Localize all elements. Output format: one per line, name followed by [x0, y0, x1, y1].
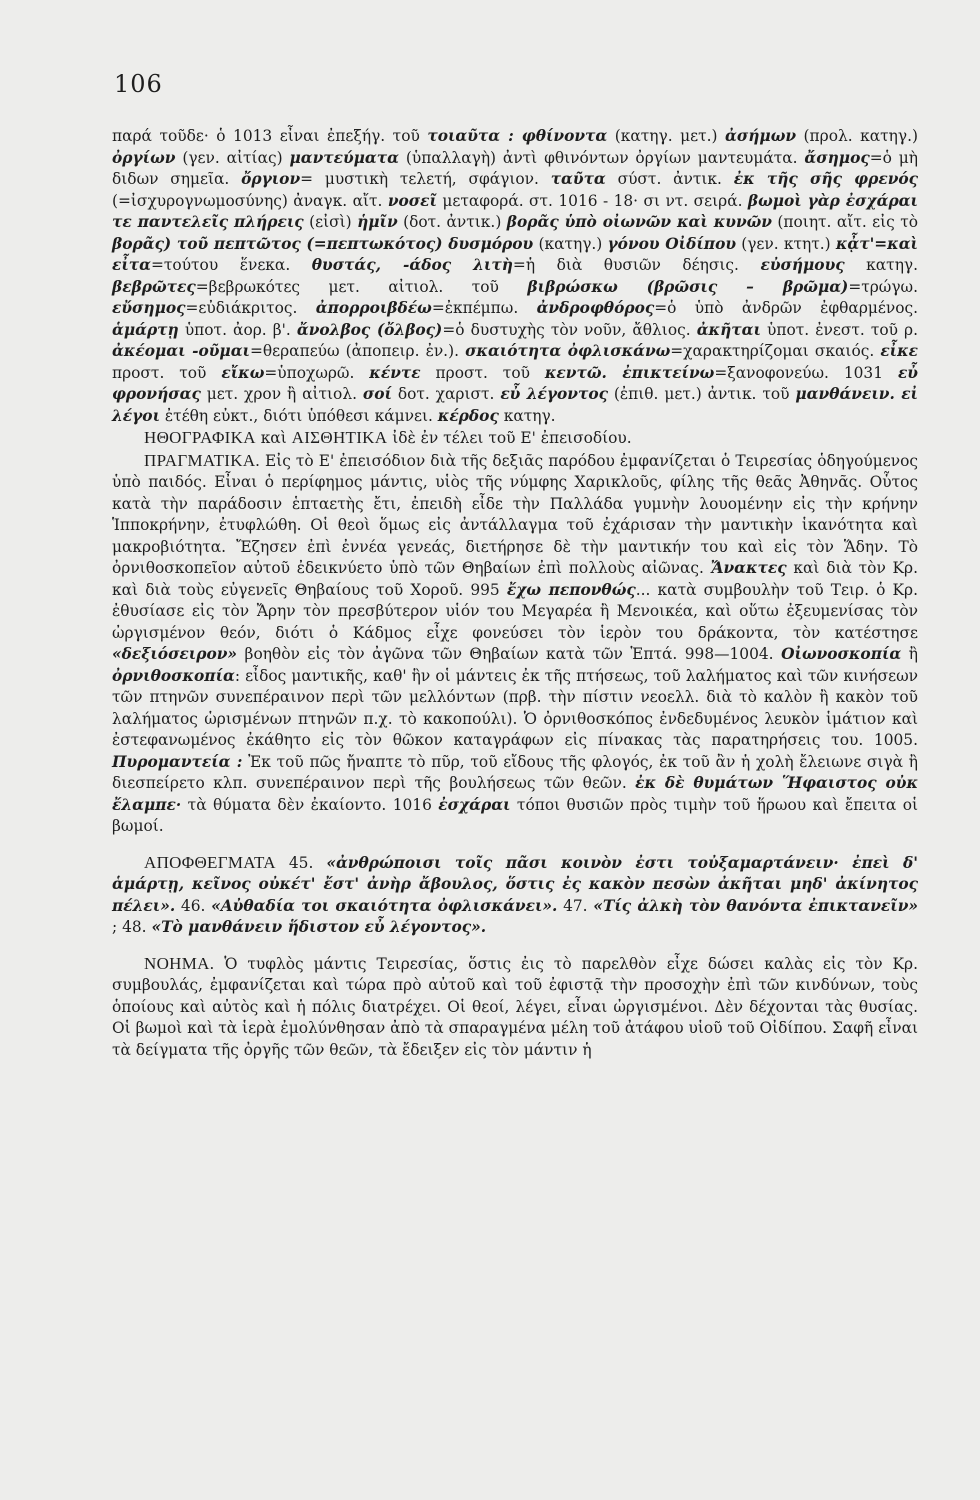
apophthegmata-paragraph: ΑΠΟΦΘΕΓΜΑΤΑ 45. «ἀνθρώποισι τοῖς πᾶσι κοινὸν ἐστι τοὐξαμαρτάνειν· ἐπεὶ δ' ἁμάρτῃ, κεῖνος οὐκέτ' ἔστ' ἀνὴρ ἄβουλος, ὅστις ἐς κακὸν πεσὼν ἀκῆται μηδ' ἀκίνητος πέλει». 46. «Αὐθαδία τοι σκαιότητα ὀφλισκάνει». 47. «Τίς ἀλκὴ τὸν θανόντα ἐπικτανεῖν» ; 48. «Τὸ μανθάνειν ἥδιστον εὖ λέγοντος». [112, 852, 919, 936]
page-number: 106 [114, 70, 163, 98]
ethography-paragraph: ΗΘΟΓΡΑΦΙΚΑ καὶ ΑΙΣΘΗΤΙΚΑ ἰδὲ ἐν τέλει τοῦ Ε' ἐπεισοδίου. [144, 428, 632, 447]
page-body [112, 126, 918, 1061]
noima-paragraph: ΝΟΗΜΑ. Ὁ τυφλὸς μάντις Τειρεσίας, ὅστις ἐις τὸ παρελθὸν εἶχε δώσει καλὰς εἰς τὸν Κρ. συμβουλάς, ἐμφανίζεται καὶ τώρα πρὸ αὐτοῦ καὶ τοῦ ἐφιστᾷ τὴν προσοχὴν ἐπὶ τῶν κινδύνων, τοὺς ὁποίους καὶ αὐτὸς καὶ ἡ πόλις διατρέχει. Οἱ θεοί, λέγει, εἶναι ὠργισμένοι. Δὲν δέχονται τὰς θυσίας. Οἱ βωμοὶ καὶ τὰ ἱερὰ ἐμολύνθησαν ἀπὸ τὰ σπαραγμένα μέλη τοῦ ἀτάφου υἱοῦ τοῦ Οἰδίπου. Σαφῆ εἶναι τὰ δείγματα τῆς ὀργῆς τῶν θεῶν, τὰ ἔδειξεν εἰς τὸν μάντιν ἡ [112, 953, 918, 1059]
pragmatika-paragraph: ΠΡΑΓΜΑΤΙΚΑ. Εἰς τὸ Ε' ἐπεισόδιον διὰ τῆς δεξιᾶς παρόδου ἐμφανίζεται ὁ Τειρεσίας ὁδηγούμενος ὑπὸ παιδός. Εἶναι ὁ περίφημος μάντις, υἱὸς τῆς νύμφης Χαρικλοῦς, φίλης τῆς θεᾶς Ἀθηνᾶς. Οὗτος κατὰ τὴν παράδοσιν ἑπταετὴς ἔτι, ἐπειδὴ εἶδε τὴν Παλλάδα γυμνὴν λουομένην εἰς τὴν κρήνην Ἱπποκρήνην, ἐτυφλώθη. Οἱ θεοὶ ὅμως εἰς ἀντάλλαγμα τοῦ ἐχάρισαν τὴν μαντικὴν ἱκανότητα καὶ μακροβιότητα. Ἔζησεν ἐπὶ ἐννέα γενεάς, διετήρησε δὲ τὴν μαντικήν του καὶ εἰς τὸν Ἅδην. Τὸ ὀρνιθοσκοπεῖον αὐτοῦ ἐδεικνύετο ὑπὸ τῶν Θηβαίων ἐπὶ πολλοὺς αἰῶνας. Ἄνακτες καὶ διὰ τὸν Κρ. καὶ διὰ τοὺς εὐγενεῖς Θηβαίους τοῦ Χοροῦ. 995 ἔχω πεπονθώς... κατὰ συμβουλὴν τοῦ Τειρ. ὁ Κρ. ἐθυσίασε εἰς τὸν Ἄρην τὸν πρεσβύτερον υἱόν του Μεγαρέα ἢ Μενοικέα, καὶ οὕτω ἐξευμενίσας τὸν ὠργισμένον θεόν, διότι ὁ Κάδμος εἶχε φονεύσει τὸν ἱερὸν του δράκοντα, τὸν κατέστησε «δεξιόσειρον» βοηθὸν εἰς τὸν ἀγῶνα τῶν Θηβαίων κατὰ τῶν Ἑπτά. 998—1004. Οἰωνοσκοπία ἢ ὀρνιθοσκοπία: εἶδος μαντικῆς, καθ' ἣν οἱ μάντεις ἐκ τῆς πτήσεως, τοῦ λαλήματος καὶ τῶν κινήσεων τῶν πτηνῶν συνεπέραινον περὶ τῶν μελλόντων (πρβ. τὴν πίστιν νεοελλ. διὰ τὸ καλὸν ἢ κακὸν τοῦ λαλήματος ὡρισμένων πτηνῶν π.χ. τὸ κακοπούλι). Ὁ ὀρνιθοσκόπος ἐνδεδυμένος λευκὸν ἱμάτιον καὶ ἐστεφανωμένος ἐκάθητο εἰς τὸν θῶκον καταγράφων εἰς πίνακας τὰς παρατηρήσεις του. 1005. Πυρομαντεία : Ἐκ τοῦ πῶς ἤναπτε τὸ πῦρ, τοῦ εἴδους τῆς φλογός, ἐκ τοῦ ἂν ἡ χολὴ ἔλειωνε σιγὰ ἢ διεσπείρετο κλπ. συνεπέραινον περὶ τῆς βουλήσεως τῶν θεῶν. ἐκ δὲ θυμάτων Ἥφαιστος οὐκ ἔλαμπε· τὰ θύματα δὲν ἐκαίοντο. 1016 ἐσχάραι τόποι θυσιῶν πρὸς τιμὴν τοῦ ἥρωου καὶ ἔπειτα οἱ βωμοί. [112, 450, 918, 835]
notes-paragraph: παρά τοῦδε· ὁ 1013 εἶναι ἐπεξήγ. τοῦ τοιαῦτα : φθίνοντα (κατηγ. μετ.) ἀσήμων (προλ. κατηγ.) ὀργίων (γεν. αἰτίας) μαντεύματα (ὑπαλλαγὴ) ἀντὶ φθινόντων ὀργίων μαντευμάτα. ἄσημος=ὁ μὴ διδων σημεῖα. ὄργιον= μυστικὴ τελετή, σφάγιον. ταῦτα σύστ. ἀντικ. ἐκ τῆς σῆς φρενός (=ἰσχυρογνωμοσύνης) ἀναγκ. αἴτ. νοσεῖ μεταφορά. στ. 1016 - 18· σι ντ. σειρά. βωμοὶ γὰρ ἐσχάραι τε παντελεῖς πλήρεις (εἰσὶ) ἡμῖν (δοτ. ἀντικ.) βορᾶς ὑπὸ οἰωνῶν καὶ κυνῶν (ποιητ. αἴτ. εἰς τὸ βορᾶς) τοῦ πεπτῶτος (=πεπτωκότος) δυσμόρου (κατηγ.) γόνου Οἰδίπου (γεν. κτητ.) κᾆτ'=καὶ εἶτα=τούτου ἕνεκα. θυστάς, -άδος λιτὴ=ἡ διὰ θυσιῶν δέησις. εὐσήμους κατηγ. βεβρῶτες=βεβρωκότες μετ. αἰτιολ. τοῦ βιβρώσκω (βρῶσις – βρῶμα)=τρώγω. εὔσημος=εὐδιάκριτος. ἀπορροιβδέω=ἐκπέμπω. ἀνδροφθόρος=ὁ ὑπὸ ἀνδρῶν ἐφθαρμένος. ἁμάρτῃ ὑποτ. ἀορ. β'. ἄνολβος (ὄλβος)=ὁ δυστυχὴς τὸν νοῦν, ἄθλιος. ἀκῆται ὑποτ. ἐνεστ. τοῦ ρ. ἀκέομαι -οῦμαι=θεραπεύω (ἀποπειρ. ἐν.). σκαιότητα ὀφλισκάνω=χαρακτηρίζομαι σκαιός. εἶκε προστ. τοῦ εἴκω=ὑποχωρῶ. κέντε προστ. τοῦ κεντῶ. ἐπικτείνω=ξανοφονεύω. 1031 εὖ φρονήσας μετ. χρον ἢ αἰτιολ. σοί δοτ. χαριστ. εὖ λέγοντος (ἐπιθ. μετ.) ἀντικ. τοῦ μανθάνειν. εἰ λέγοι ἐτέθη εὐκτ., διότι ὑπόθεσι κάμνει. κέρδος κατηγ. [112, 127, 919, 425]
